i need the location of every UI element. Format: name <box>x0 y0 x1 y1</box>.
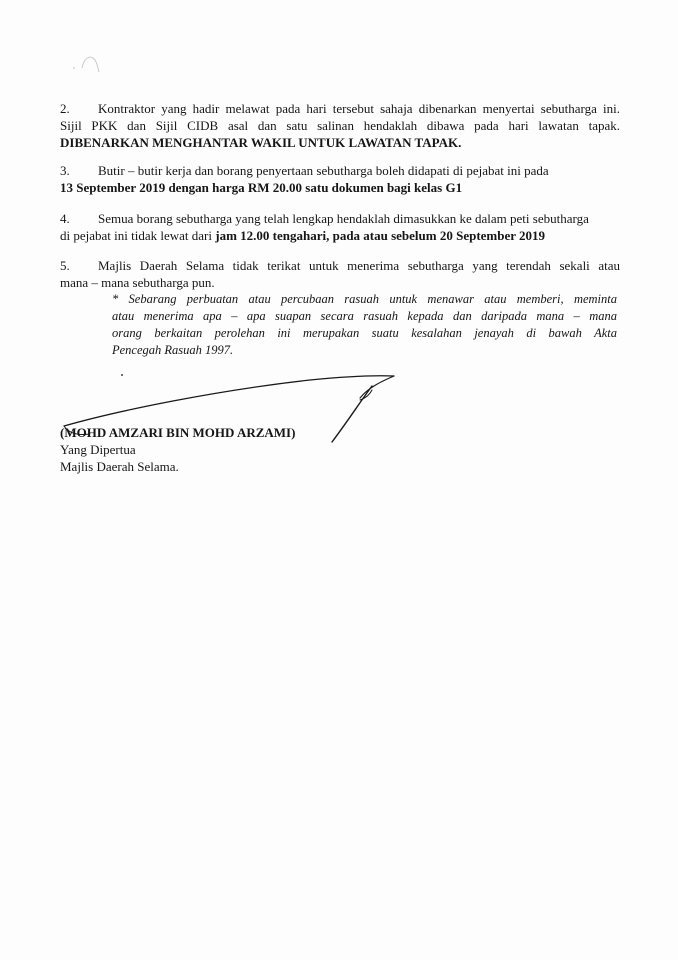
signatory-name: (MOHD AMZARI BIN MOHD ARZAMI) <box>60 425 296 440</box>
note-line-1: * Sebarang perbuatan atau percubaan rasuah untuk menawar atau memberi, meminta <box>112 292 617 306</box>
paragraph-5-line-1 <box>60 257 620 274</box>
paragraph-2-text-1: Kontraktor yang hadir melawat pada hari tersebut sahaja dibenarkan menyertai sebutharga ini. <box>98 101 620 116</box>
paragraph-2-number: 2. <box>60 101 70 116</box>
paragraph-5-number: 5. <box>60 258 70 273</box>
signatory-block <box>60 424 295 475</box>
paragraph-3-line-2: 13 September 2019 dengan harga RM 20.00 satu dokumen bagi kelas G1 <box>60 180 463 195</box>
paragraph-2-line-3: DIBENARKAN MENGHANTAR WAKIL UNTUK LAWATAN TAPAK. <box>60 135 462 150</box>
note-line-2: atau menerima apa – apa suapan secara rasuah kepada dan daripada mana – mana <box>112 309 617 323</box>
paragraph-4-deadline: jam 12.00 tengahari, pada atau sebelum 20 September 2019 <box>215 228 546 243</box>
paragraph-3-line-1 <box>60 162 620 179</box>
paragraph-5-text-1: Majlis Daerah Selama tidak terikat untuk menerima sebutharga yang terendah sekali atau <box>98 258 620 273</box>
signatory-title: Yang Dipertua <box>60 442 136 457</box>
paragraph-5 <box>60 257 620 291</box>
paragraph-3-number: 3. <box>60 163 70 178</box>
anti-corruption-note <box>112 291 617 359</box>
paragraph-2-line-1 <box>60 100 620 117</box>
paragraph-2-line-2: Sijil PKK dan Sijil CIDB asal dan satu salinan hendaklah dibawa pada hari lawatan tapak. <box>60 118 620 133</box>
paragraph-2 <box>60 100 620 151</box>
paragraph-4-line-2 <box>60 227 620 244</box>
paragraph-3-text-1: Butir – butir kerja dan borang penyertaan sebutharga boleh didapati di pejabat ini pada <box>98 163 549 178</box>
paragraph-4-text-2: di pejabat ini tidak lewat dari <box>60 228 216 243</box>
paragraph-5-line-2: mana – mana sebutharga pun. <box>60 275 215 290</box>
signatory-organization: Majlis Daerah Selama. <box>60 459 179 474</box>
note-line-4: Pencegah Rasuah 1997. <box>112 343 234 357</box>
paragraph-4-line-1 <box>60 210 620 227</box>
paragraph-4 <box>60 210 620 244</box>
paragraph-4-number: 4. <box>60 211 70 226</box>
paragraph-4-text-1: Semua borang sebutharga yang telah lengkap hendaklah dimasukkan ke dalam peti sebutharga <box>98 211 589 226</box>
corner-pen-mark <box>60 48 110 78</box>
paragraph-3 <box>60 162 620 196</box>
note-line-3: orang berkaitan perolehan ini merupakan suatu kesalahan jenayah di bawah Akta <box>112 326 617 340</box>
